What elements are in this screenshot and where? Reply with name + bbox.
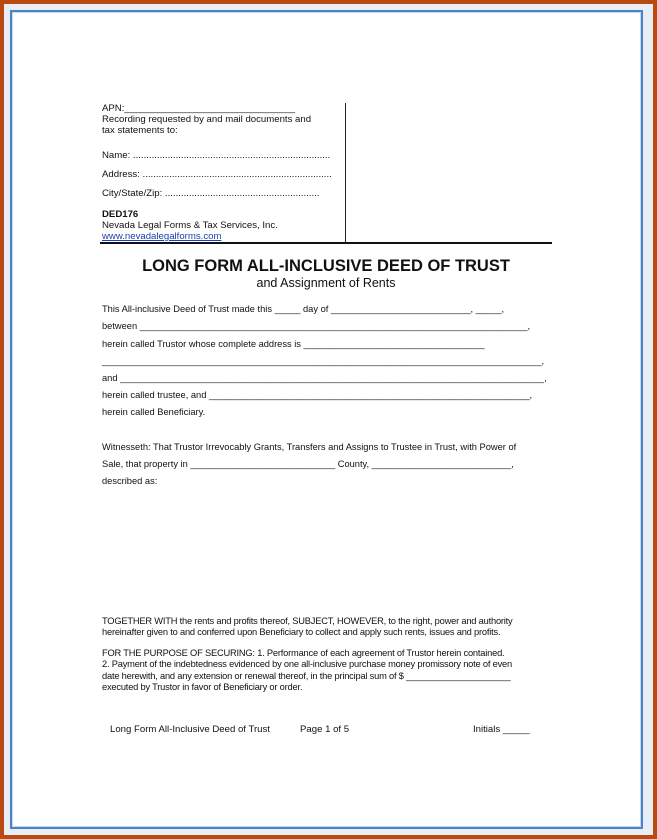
header-divider-horizontal <box>100 242 552 244</box>
header-divider-vertical <box>345 103 346 243</box>
recording-text-line2: tax statements to: <box>102 125 178 136</box>
purpose-line2: 2. Payment of the indebtedness evidenced by one all-inclusive purchase money promissory note of even <box>102 659 512 669</box>
body-line-trustee: herein called trustee, and ______________________________________________________________, <box>102 390 533 400</box>
body-line-between: between ___________________________________________________________________________, <box>102 321 531 331</box>
purpose-line1: FOR THE PURPOSE OF SECURING: 1. Performance of each agreement of Trustor herein contained. <box>102 648 505 658</box>
website-link[interactable]: www.nevadalegalforms.com <box>102 231 222 242</box>
company-name: Nevada Legal Forms & Tax Services, Inc. <box>102 220 278 231</box>
body-line-beneficiary: herein called Beneficiary. <box>102 407 206 417</box>
together-line1: TOGETHER WITH the rents and profits thereof, SUBJECT, HOWEVER, to the right, power and authority <box>102 616 513 626</box>
body-line-described: described as: <box>102 476 158 486</box>
footer-initials: Initials _____ <box>473 724 530 735</box>
purpose-line4: executed by Trustor in favor of Beneficiary or order. <box>102 682 303 692</box>
body-line-witnesseth: Witnesseth: That Trustor Irrevocably Grants, Transfers and Assigns to Trustee in Trust, with Power of <box>102 442 517 452</box>
name-field: Name: .......................................................................... <box>102 150 331 161</box>
footer-page-number: Page 1 of 5 <box>300 724 350 735</box>
body-line-and: and __________________________________________________________________________________, <box>102 373 547 383</box>
document-subtitle: and Assignment of Rents <box>256 276 396 290</box>
body-line-made: This All-inclusive Deed of Trust made this _____ day of ___________________________, _____, <box>102 304 505 314</box>
form-code: DED176 <box>102 209 139 220</box>
address-field: Address: ....................................................................... <box>102 169 332 180</box>
together-line2: hereinafter given to and conferred upon Beneficiary to collect and apply such rents, issues and profits. <box>102 627 501 637</box>
body-line-address-cont: _____________________________________________________________________________________, <box>102 356 545 366</box>
apn-field: APN:________________________________ <box>102 103 296 114</box>
purpose-line3: date herewith, and any extension or renewal thereof, in the principal sum of $ _____________________ <box>102 671 511 681</box>
body-line-trustor-address: herein called Trustor whose complete address is ___________________________________ <box>102 339 485 349</box>
document-title: LONG FORM ALL-INCLUSIVE DEED OF TRUST <box>142 257 510 275</box>
footer-document-name: Long Form All-Inclusive Deed of Trust <box>110 724 270 735</box>
recording-text-line1: Recording requested by and mail documents and <box>102 114 312 125</box>
city-state-zip-field: City/State/Zip: .......................................................... <box>102 188 320 199</box>
body-line-sale: Sale, that property in ____________________________ County, ___________________________, <box>102 459 514 469</box>
